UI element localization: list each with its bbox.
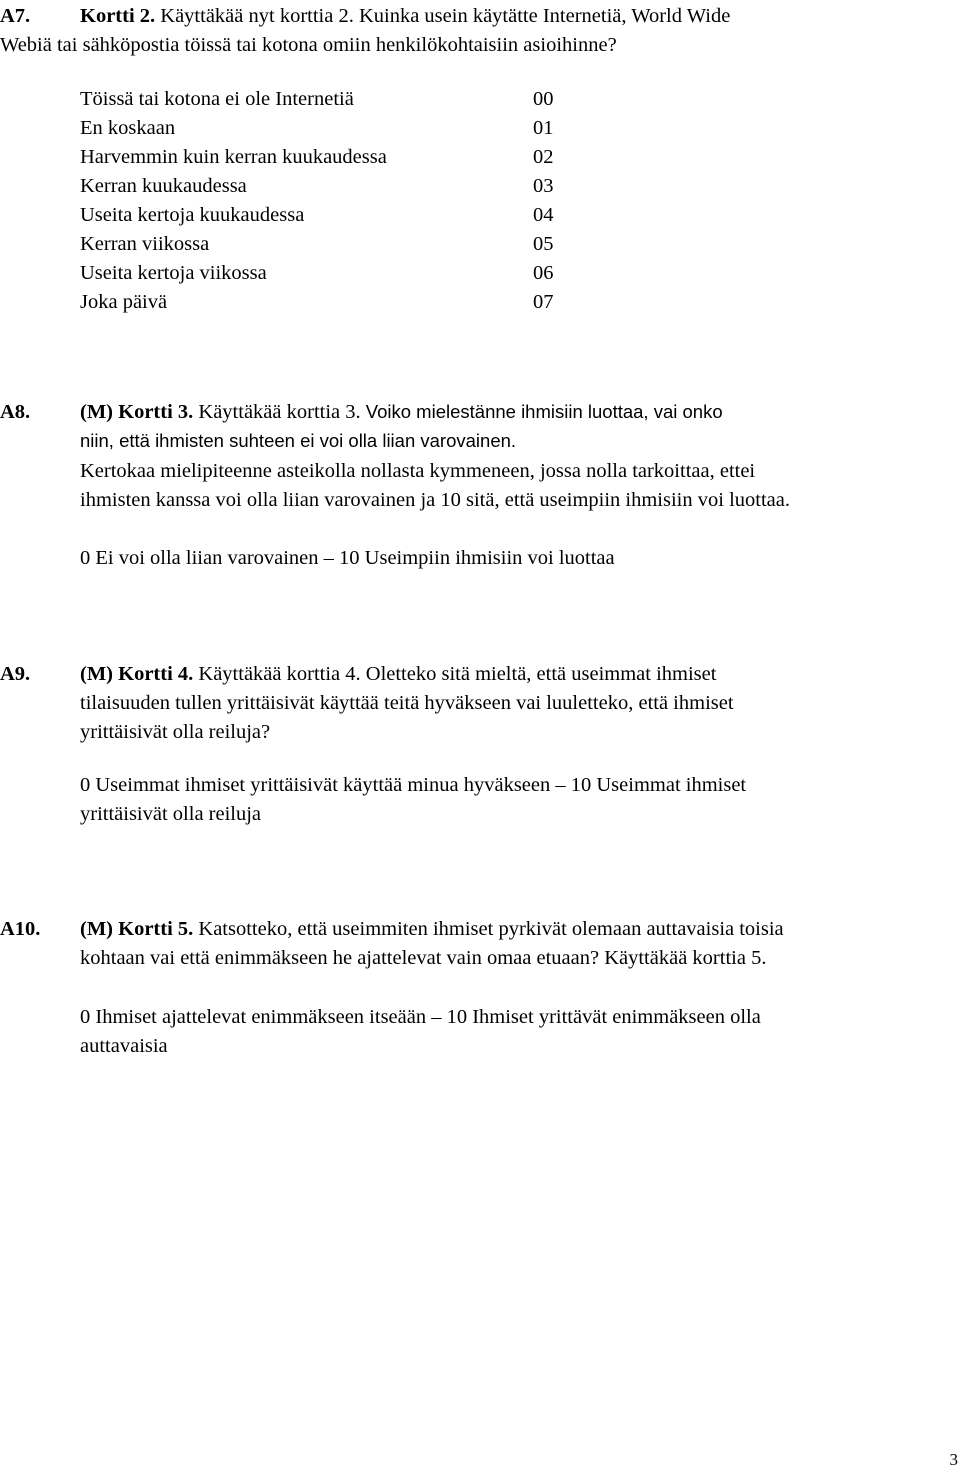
question-a7-text1: Käyttäkää nyt korttia 2. Kuinka usein käytätte Internetiä, World Wide — [155, 5, 731, 27]
option-row — [80, 89, 560, 110]
option-code: 00 — [533, 88, 554, 110]
option-code: 06 — [533, 262, 554, 284]
option-label: Töissä tai kotona ei ole Internetiä — [80, 88, 354, 110]
option-label: Joka päivä — [80, 291, 168, 313]
option-code: 05 — [533, 233, 554, 255]
question-a8-line2: niin, että ihmisten suhteen ei voi olla liian varovainen. — [80, 430, 517, 451]
question-number-a7: A7. — [0, 5, 31, 27]
option-code: 01 — [533, 117, 554, 139]
question-a9-line3: yrittäisivät olla reiluja? — [80, 721, 271, 743]
question-a8-line1 — [80, 402, 723, 423]
question-a9-line1 — [80, 664, 716, 685]
question-number-a10: A10. — [0, 918, 41, 940]
question-a10-line1 — [80, 919, 784, 940]
option-code: 07 — [533, 291, 554, 313]
scale-a9-line2: yrittäisivät olla reiluja — [80, 803, 262, 825]
question-a8-text1b: Voiko mielestänne ihmisiin luottaa, vai onko — [360, 401, 723, 422]
card-label-a8: (M) Kortti 3. — [80, 401, 194, 423]
question-a9-text1: Käyttäkää korttia 4. Oletteko sitä mieltä, että useimmat ihmiset — [193, 663, 717, 685]
option-row — [80, 118, 560, 139]
question-number-a9: A9. — [0, 663, 31, 685]
option-code: 02 — [533, 146, 554, 168]
question-a8-line4: ihmisten kanssa voi olla liian varovainen ja 10 sitä, että useimpiin ihmisiin voi luottaa. — [80, 489, 790, 511]
question-a10-text1: Katsotteko, että useimmiten ihmiset pyrkivät olemaan auttavaisia toisia — [193, 918, 784, 940]
option-row — [80, 147, 560, 168]
question-a8-line3: Kertokaa mielipiteenne asteikolla nollasta kymmeneen, jossa nolla tarkoittaa, ettei — [80, 460, 756, 482]
scale-a8: 0 Ei voi olla liian varovainen – 10 Useimpiin ihmisiin voi luottaa — [80, 547, 615, 569]
question-a7-line1 — [80, 6, 730, 27]
question-a9-line2: tilaisuuden tullen yrittäisivät käyttää teitä hyväkseen vai luuletteko, että ihmiset — [80, 692, 734, 714]
scale-a9-line1: 0 Useimmat ihmiset yrittäisivät käyttää minua hyväkseen – 10 Useimmat ihmiset — [80, 774, 747, 796]
card-label-a10: (M) Kortti 5. — [80, 918, 194, 940]
question-a8-text1: Käyttäkää korttia 3. — [193, 401, 361, 423]
scale-a10-line1: 0 Ihmiset ajattelevat enimmäkseen itseään – 10 Ihmiset yrittävät enimmäkseen olla — [80, 1006, 761, 1028]
option-row — [80, 176, 560, 197]
option-label: Harvemmin kuin kerran kuukaudessa — [80, 146, 387, 168]
option-code: 04 — [533, 204, 554, 226]
option-label: Useita kertoja viikossa — [80, 262, 267, 284]
option-label: Kerran kuukaudessa — [80, 175, 247, 197]
card-label-a7: Kortti 2. — [80, 5, 156, 27]
option-label: Useita kertoja kuukaudessa — [80, 204, 305, 226]
option-label: Kerran viikossa — [80, 233, 210, 255]
option-row — [80, 234, 560, 255]
card-label-a9: (M) Kortti 4. — [80, 663, 194, 685]
question-a7-line2: Webiä tai sähköpostia töissä tai kotona omiin henkilökohtaisiin asioihinne? — [0, 34, 617, 56]
option-row — [80, 263, 560, 284]
option-row — [80, 292, 560, 313]
question-number-a8: A8. — [0, 401, 31, 423]
page-number: 3 — [949, 1450, 958, 1469]
option-row — [80, 205, 560, 226]
option-label: En koskaan — [80, 117, 176, 139]
option-code: 03 — [533, 175, 554, 197]
scale-a10-line2: auttavaisia — [80, 1035, 168, 1057]
question-a10-line2: kohtaan vai että enimmäkseen he ajattelevat vain omaa etuaan? Käyttäkää korttia 5. — [80, 947, 767, 969]
